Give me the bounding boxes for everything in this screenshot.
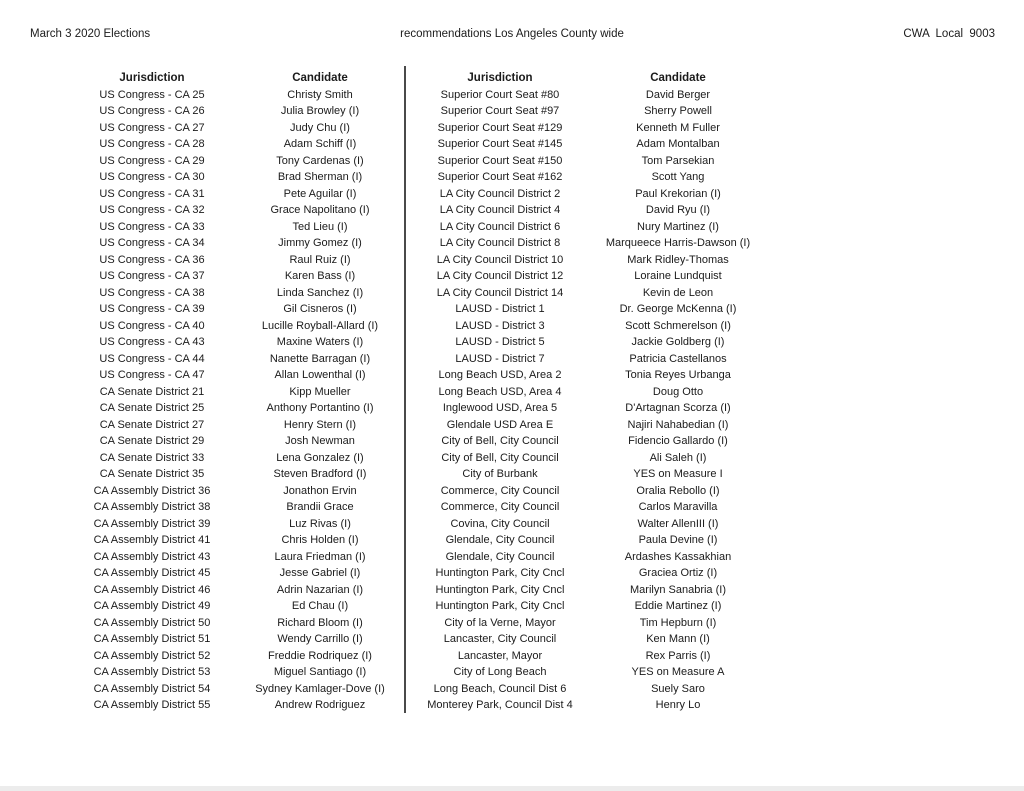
jurisdiction-cell: US Congress - CA 44 <box>99 352 205 365</box>
candidate-cell: Raul Ruiz (I) <box>289 253 351 266</box>
candidate-cell: Henry Lo <box>655 699 701 711</box>
jurisdiction-cell: CA Assembly District 41 <box>93 534 211 546</box>
jurisdiction-cell: CA Assembly District 54 <box>93 682 211 695</box>
jurisdiction-cell: CA Assembly District 55 <box>93 699 211 711</box>
jurisdiction-cell: CA Senate District 29 <box>99 435 205 447</box>
candidate-cell: Walter AllenIII (I) <box>637 517 719 530</box>
jurisdiction-cell: CA Senate District 33 <box>99 451 205 464</box>
candidate-cell: YES on Measure I <box>633 468 723 480</box>
candidate-cell: Anthony Portantino (I) <box>266 402 374 414</box>
jurisdiction-cell: LA City Council District 14 <box>436 286 564 299</box>
jurisdiction-cell: Superior Court Seat #145 <box>437 138 563 150</box>
candidate-cell: Judy Chu (I) <box>290 121 350 134</box>
candidate-cell: Pete Aguilar (I) <box>283 187 357 200</box>
jurisdiction-cell: Inglewood USD, Area 5 <box>442 402 558 414</box>
jurisdiction-cell: LAUSD - District 7 <box>455 352 545 365</box>
jurisdiction-cell: US Congress - CA 27 <box>99 121 205 134</box>
candidate-cell: Oralia Rebollo (I) <box>636 484 720 497</box>
jurisdiction-cell: CA Assembly District 52 <box>93 649 211 662</box>
candidate-cell: Adam Schiff (I) <box>283 138 357 150</box>
jurisdiction-cell: City of Bell, City Council <box>441 451 559 464</box>
jurisdiction-cell: Superior Court Seat #80 <box>440 88 560 101</box>
candidate-cell: Lena Gonzalez (I) <box>276 451 364 464</box>
jurisdiction-cell: Huntington Park, City Cncl <box>435 600 565 612</box>
candidate-cell: Nury Martinez (I) <box>637 220 719 233</box>
jurisdiction-cell: CA Senate District 25 <box>99 402 205 414</box>
candidate-cell: Grace Napolitano (I) <box>270 204 370 216</box>
jurisdiction-cell: Superior Court Seat #97 <box>440 105 560 117</box>
jurisdiction-cell: LAUSD - District 1 <box>455 303 545 315</box>
jurisdiction-cell: Glendale, City Council <box>445 534 555 546</box>
jurisdiction-cell: US Congress - CA 33 <box>99 220 205 233</box>
candidate-cell: Jackie Goldberg (I) <box>631 336 725 348</box>
jurisdiction-cell: CA Assembly District 38 <box>93 501 211 513</box>
candidate-cell: Tim Hepburn (I) <box>639 616 717 629</box>
jurisdiction-cell: CA Assembly District 39 <box>93 517 211 530</box>
candidate-cell: Sherry Powell <box>644 105 712 117</box>
candidate-cell: Sydney Kamlager-Dove (I) <box>255 682 385 695</box>
candidate-cell: Karen Bass (I) <box>284 270 356 282</box>
candidate-cell: Luz Rivas (I) <box>289 517 351 530</box>
candidate-cell: Allan Lowenthal (I) <box>274 369 366 381</box>
candidate-cell: Brandii Grace <box>286 501 354 513</box>
candidate-cell: Scott Schmerelson (I) <box>625 319 731 332</box>
candidate-cell: Eddie Martinez (I) <box>634 600 722 612</box>
jurisdiction-cell: CA Senate District 35 <box>99 468 205 480</box>
candidate-cell: Doug Otto <box>652 385 704 398</box>
document-header <box>0 28 1024 44</box>
jurisdiction-cell: Lancaster, City Council <box>443 633 557 645</box>
jurisdiction-cell: CA Assembly District 53 <box>93 666 211 678</box>
candidate-cell: Linda Sanchez (I) <box>276 286 364 299</box>
candidate-cell: Josh Newman <box>285 435 355 447</box>
jurisdiction-cell: US Congress - CA 25 <box>99 88 205 101</box>
candidate-cell: Rex Parris (I) <box>645 649 711 662</box>
candidate-cell: Nanette Barragan (I) <box>269 352 371 365</box>
candidate-cell: Ken Mann (I) <box>646 633 710 645</box>
jurisdiction-cell: CA Assembly District 46 <box>93 583 211 596</box>
candidate-cell: Wendy Carrillo (I) <box>277 633 363 645</box>
candidate-cell: Gil Cisneros (I) <box>283 303 357 315</box>
candidate-cell: Christy Smith <box>287 88 353 101</box>
jurisdiction-cell: Long Beach USD, Area 2 <box>438 369 562 381</box>
candidate-cell: Adrin Nazarian (I) <box>276 583 364 596</box>
jurisdiction-cell: CA Assembly District 51 <box>93 633 211 645</box>
jurisdiction-cell: LA City Council District 6 <box>439 220 561 233</box>
jurisdiction-cell: Superior Court Seat #129 <box>437 121 563 134</box>
jurisdiction-cell: LA City Council District 8 <box>439 237 561 249</box>
jurisdiction-cell: City of Burbank <box>462 468 538 480</box>
candidate-cell: Henry Stern (I) <box>283 418 357 431</box>
candidate-cell: Graciea Ortiz (I) <box>638 567 718 579</box>
jurisdiction-cell: US Congress - CA 43 <box>99 336 205 348</box>
document-org-label: CWA Local 9003 <box>903 28 995 40</box>
candidate-cell: YES on Measure A <box>631 666 725 678</box>
jurisdiction-cell: LA City Council District 12 <box>436 270 564 282</box>
candidate-cell: Tonia Reyes Urbanga <box>625 369 731 381</box>
jurisdiction-cell: US Congress - CA 37 <box>99 270 205 282</box>
candidate-cell: Paula Devine (I) <box>638 534 718 546</box>
candidate-cell: David Berger <box>645 88 711 101</box>
candidate-cell: Suely Saro <box>651 682 705 695</box>
candidate-cell: Ardashes Kassakhian <box>624 550 732 563</box>
candidate-cell: Jonathon Ervin <box>283 484 357 497</box>
jurisdiction-cell: US Congress - CA 34 <box>99 237 205 249</box>
jurisdiction-cell: Covina, City Council <box>450 517 550 530</box>
candidate-cell: Steven Bradford (I) <box>273 468 367 480</box>
jurisdiction-cell: LA City Council District 10 <box>436 253 564 266</box>
candidate-cell: Andrew Rodriguez <box>274 699 366 711</box>
jurisdiction-cell: CA Assembly District 45 <box>93 567 211 579</box>
candidate-cell: Kevin de Leon <box>642 286 714 299</box>
jurisdiction-cell: LAUSD - District 5 <box>455 336 545 348</box>
candidate-cell: Ali Saleh (I) <box>649 451 707 464</box>
jurisdiction-cell: US Congress - CA 40 <box>99 319 205 332</box>
jurisdiction-cell: Monterey Park, Council Dist 4 <box>427 699 573 711</box>
candidate-cell: Ed Chau (I) <box>291 600 349 612</box>
jurisdiction-cell: CA Assembly District 50 <box>93 616 211 629</box>
jurisdiction-cell: Commerce, City Council <box>440 501 560 513</box>
jurisdiction-cell: US Congress - CA 31 <box>99 187 205 200</box>
jurisdiction-cell: US Congress - CA 32 <box>99 204 205 216</box>
column-header: Candidate <box>650 72 706 84</box>
jurisdiction-cell: CA Assembly District 36 <box>93 484 211 497</box>
jurisdiction-cell: Huntington Park, City Cncl <box>435 567 565 579</box>
jurisdiction-cell: CA Senate District 21 <box>99 385 205 398</box>
candidate-cell: Jimmy Gomez (I) <box>278 237 362 249</box>
candidate-cell: D'Artagnan Scorza (I) <box>625 402 731 414</box>
jurisdiction-cell: Huntington Park, City Cncl <box>435 583 565 596</box>
candidate-cell: Ted Lieu (I) <box>292 220 348 233</box>
jurisdiction-cell: City of la Verne, Mayor <box>444 616 556 629</box>
jurisdiction-cell: Glendale, City Council <box>445 550 555 563</box>
jurisdiction-cell: City of Bell, City Council <box>441 435 559 447</box>
jurisdiction-cell: US Congress - CA 28 <box>99 138 205 150</box>
jurisdiction-cell: Long Beach, Council Dist 6 <box>433 682 567 695</box>
jurisdiction-cell: CA Senate District 27 <box>99 418 205 431</box>
candidate-cell: Dr. George McKenna (I) <box>619 303 737 315</box>
jurisdiction-cell: Lancaster, Mayor <box>457 649 543 662</box>
jurisdiction-cell: US Congress - CA 26 <box>99 105 205 117</box>
candidate-cell: Maxine Waters (I) <box>276 336 364 348</box>
candidate-cell: Najiri Nahabedian (I) <box>627 418 729 431</box>
jurisdiction-cell: Superior Court Seat #162 <box>437 171 563 183</box>
candidate-cell: Jesse Gabriel (I) <box>279 567 361 579</box>
jurisdiction-cell: Commerce, City Council <box>440 484 560 497</box>
candidate-cell: Marqueece Harris-Dawson (I) <box>605 237 751 249</box>
candidate-cell: Scott Yang <box>651 171 705 183</box>
candidate-cell: Richard Bloom (I) <box>277 616 363 629</box>
candidate-cell: Tom Parsekian <box>641 154 715 167</box>
candidate-cell: Kenneth M Fuller <box>636 121 720 134</box>
jurisdiction-cell: US Congress - CA 30 <box>99 171 205 183</box>
jurisdiction-cell: Long Beach USD, Area 4 <box>438 385 562 398</box>
candidate-cell: Paul Krekorian (I) <box>635 187 721 200</box>
column-header: Jurisdiction <box>467 72 533 84</box>
candidate-cell: Patricia Castellanos <box>629 352 727 365</box>
candidate-cell: Laura Friedman (I) <box>274 550 366 563</box>
jurisdiction-cell: CA Assembly District 43 <box>93 550 211 563</box>
recommendations-table <box>68 70 760 714</box>
jurisdiction-cell: Glendale USD Area E <box>446 418 554 431</box>
jurisdiction-cell: US Congress - CA 47 <box>99 369 205 381</box>
document-date-title: March 3 2020 Elections <box>30 28 151 40</box>
jurisdiction-cell: Superior Court Seat #150 <box>437 154 563 167</box>
candidate-cell: Kipp Mueller <box>289 385 351 398</box>
candidate-cell: Miguel Santiago (I) <box>273 666 367 678</box>
candidate-cell: Carlos Maravilla <box>638 501 718 513</box>
candidate-cell: Chris Holden (I) <box>281 534 359 546</box>
column-header: Candidate <box>292 72 348 84</box>
jurisdiction-cell: US Congress - CA 38 <box>99 286 205 299</box>
candidate-cell: David Ryu (I) <box>645 204 711 216</box>
candidate-cell: Fidencio Gallardo (I) <box>628 435 728 447</box>
jurisdiction-cell: LA City Council District 4 <box>439 204 561 216</box>
candidate-cell: Brad Sherman (I) <box>277 171 363 183</box>
candidate-cell: Freddie Rodriquez (I) <box>268 649 372 662</box>
column-divider <box>404 66 406 713</box>
scan-bottom-edge <box>0 786 1024 791</box>
candidate-cell: Lucille Royball-Allard (I) <box>261 319 379 332</box>
candidate-cell: Tony Cardenas (I) <box>276 154 364 167</box>
jurisdiction-cell: US Congress - CA 36 <box>99 253 205 266</box>
candidate-cell: Adam Montalban <box>636 138 720 150</box>
candidate-cell: Mark Ridley-Thomas <box>627 253 729 266</box>
candidate-cell: Marilyn Sanabria (I) <box>630 583 726 596</box>
column-header: Jurisdiction <box>119 72 185 84</box>
jurisdiction-cell: CA Assembly District 49 <box>93 600 211 612</box>
candidate-cell: Loraine Lundquist <box>634 270 722 282</box>
jurisdiction-cell: City of Long Beach <box>453 666 547 678</box>
jurisdiction-cell: LAUSD - District 3 <box>455 319 545 332</box>
candidate-cell: Julia Browley (I) <box>280 105 360 117</box>
jurisdiction-cell: LA City Council District 2 <box>439 187 561 200</box>
jurisdiction-cell: US Congress - CA 29 <box>99 154 205 167</box>
jurisdiction-cell: US Congress - CA 39 <box>99 303 205 315</box>
document-title: recommendations Los Angeles County wide <box>400 28 624 40</box>
